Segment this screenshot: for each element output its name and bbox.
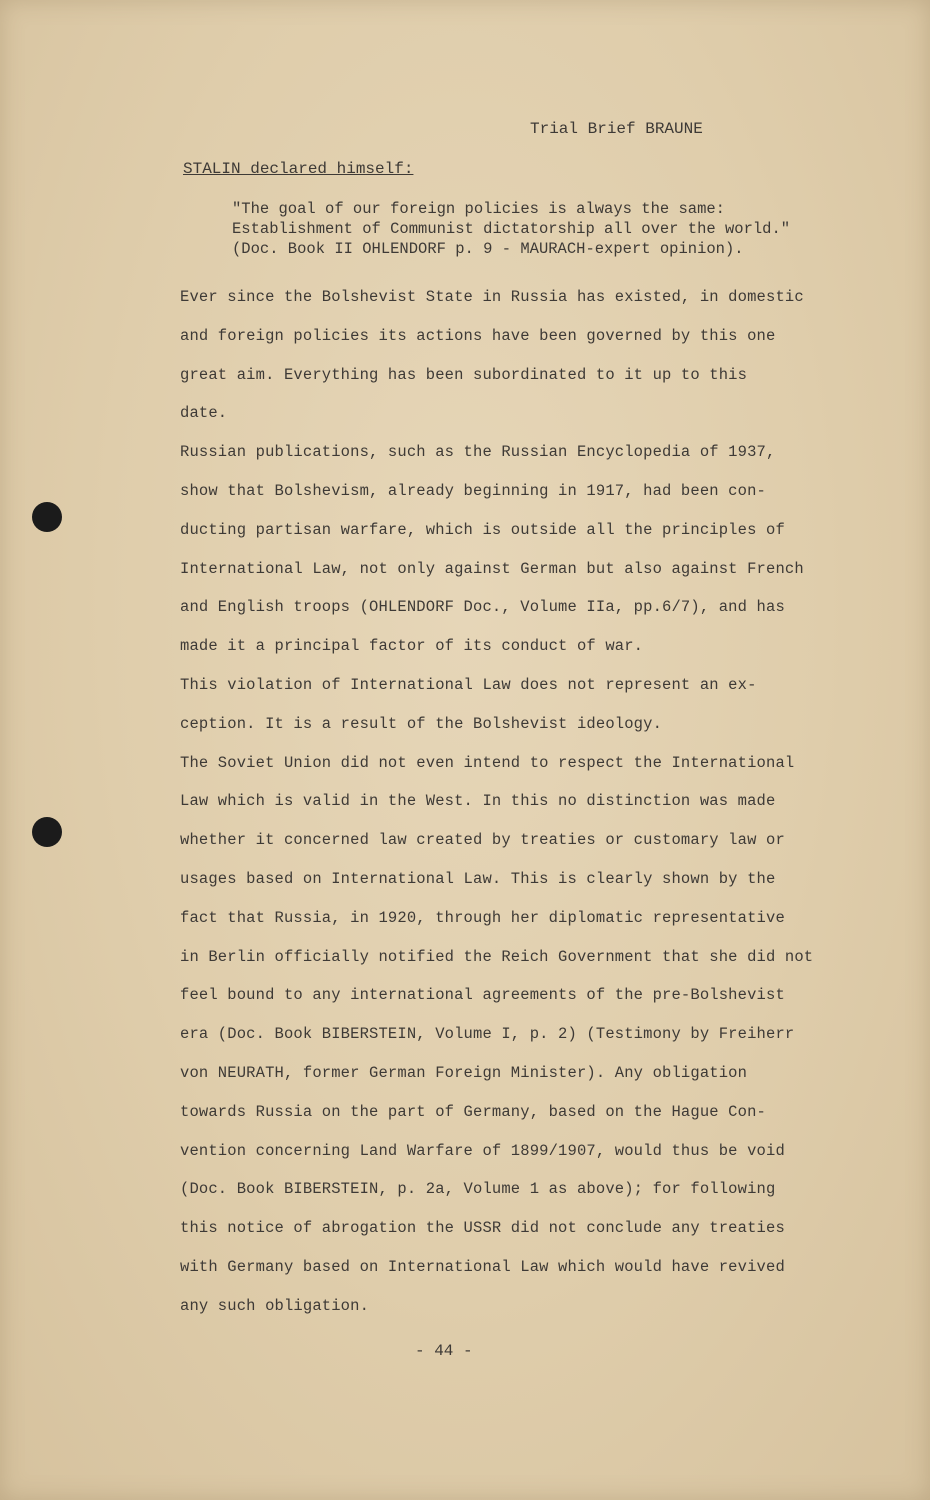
punch-hole-top (32, 502, 62, 532)
quote-line: (Doc. Book II OHLENDORF p. 9 - MAURACH-expert opinion). (232, 240, 744, 258)
body-line: this notice of abrogation the USSR did not conclude any treaties (180, 1219, 785, 1238)
body-line: Ever since the Bolshevist State in Russia has existed, in domestic (180, 288, 804, 306)
quote-line: Establishment of Communist dictatorship all over the world." (232, 220, 791, 238)
body-line: any such obligation. (180, 1296, 370, 1315)
body-line: ducting partisan warfare, which is outside all the principles of (180, 520, 785, 539)
body-line: made it a principal factor of its conduct of war. (180, 637, 644, 656)
body-line: Law which is valid in the West. In this no distinction was made (180, 792, 776, 811)
body-line: Russian publications, such as the Russian Encyclopedia of 1937, (180, 443, 776, 462)
body-line: vention concerning Land Warfare of 1899/1907, would thus be void (180, 1141, 785, 1160)
body-line: whether it concerned law created by treaties or customary law or (180, 831, 785, 850)
body-line: (Doc. Book BIBERSTEIN, p. 2a, Volume 1 as above); for following (180, 1180, 776, 1199)
body-line: era (Doc. Book BIBERSTEIN, Volume I, p. 2) (Testimony by Freiherr (180, 1025, 795, 1044)
quote-line: "The goal of our foreign policies is always the same: (232, 200, 725, 218)
intro-line: STALIN declared himself: (183, 160, 414, 178)
stalin-quote (232, 199, 790, 259)
body-line: This violation of International Law does not represent an ex- (180, 675, 757, 694)
body-line: and foreign policies its actions have been governed by this one (180, 326, 776, 345)
body-line: International Law, not only against German but also against French (180, 559, 804, 578)
punch-hole-bottom (32, 817, 62, 847)
body-line: in Berlin officially notified the Reich Government that she did not (180, 947, 814, 966)
body-line: and English troops (OHLENDORF Doc., Volume IIa, pp.6/7), and has (180, 598, 785, 617)
body-line: ception. It is a result of the Bolshevist ideology. (180, 714, 663, 733)
body-line: date. (180, 404, 228, 423)
body-line: show that Bolshevism, already beginning in 1917, had been con- (180, 481, 766, 500)
body-line: with Germany based on International Law which would have revived (180, 1257, 785, 1276)
page-number: - 44 - (415, 1342, 473, 1360)
body-text (180, 278, 813, 1326)
document-header: Trial Brief BRAUNE (530, 120, 703, 138)
body-line: fact that Russia, in 1920, through her diplomatic representative (180, 908, 785, 927)
body-line: von NEURATH, former German Foreign Minister). Any obligation (180, 1063, 748, 1082)
body-line: The Soviet Union did not even intend to respect the International (180, 753, 795, 772)
body-line: feel bound to any international agreements of the pre-Bolshevist (180, 986, 785, 1005)
body-line: great aim. Everything has been subordinated to it up to this (180, 365, 748, 384)
body-line: towards Russia on the part of Germany, based on the Hague Con- (180, 1102, 766, 1121)
body-line: usages based on International Law. This is clearly shown by the (180, 869, 776, 888)
